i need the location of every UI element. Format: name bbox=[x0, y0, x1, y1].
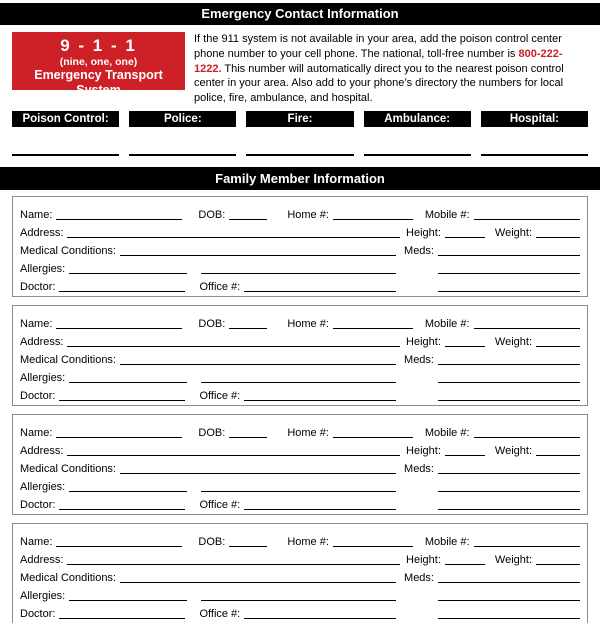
weight-input[interactable] bbox=[536, 564, 580, 565]
meds-input-continued[interactable] bbox=[438, 509, 580, 510]
medical-conditions-input[interactable] bbox=[120, 364, 396, 365]
member-row-3 bbox=[20, 567, 580, 585]
contact-input-ambulance[interactable] bbox=[364, 154, 471, 156]
member-row-3 bbox=[20, 240, 580, 258]
home-phone-input[interactable] bbox=[333, 328, 413, 329]
mobile-phone-label: Mobile #: bbox=[424, 427, 470, 439]
member-row-2 bbox=[20, 549, 580, 567]
contact-labels-row bbox=[12, 111, 588, 127]
dob-input[interactable] bbox=[229, 219, 267, 220]
medical-conditions-label: Medical Conditions: bbox=[20, 572, 116, 584]
address-input[interactable] bbox=[67, 346, 400, 347]
name-label: Name: bbox=[20, 427, 53, 439]
member-row-3 bbox=[20, 458, 580, 476]
contact-input-poison-control[interactable] bbox=[12, 154, 119, 156]
mobile-phone-input[interactable] bbox=[474, 546, 580, 547]
member-row-3 bbox=[20, 349, 580, 367]
address-label: Address: bbox=[20, 445, 64, 457]
meds-input-continued[interactable] bbox=[438, 382, 580, 383]
doctor-input[interactable] bbox=[59, 291, 185, 292]
family-member-block bbox=[12, 196, 588, 297]
doctor-input[interactable] bbox=[59, 400, 185, 401]
doctor-input[interactable] bbox=[59, 618, 185, 619]
meds-label: Meds: bbox=[404, 572, 434, 584]
member-row-4 bbox=[20, 585, 580, 603]
mobile-phone-input[interactable] bbox=[474, 328, 580, 329]
weight-input[interactable] bbox=[536, 237, 580, 238]
family-member-block bbox=[12, 305, 588, 406]
allergies-label: Allergies: bbox=[20, 590, 66, 602]
meds-input[interactable] bbox=[438, 255, 580, 256]
office-phone-label: Office #: bbox=[199, 390, 241, 402]
doctor-label: Doctor: bbox=[20, 390, 56, 402]
meds-input[interactable] bbox=[438, 473, 580, 474]
member-row-1 bbox=[20, 422, 580, 440]
dob-label: DOB: bbox=[198, 209, 226, 221]
allergies-input-continued[interactable] bbox=[201, 600, 396, 601]
name-label: Name: bbox=[20, 209, 53, 221]
height-input[interactable] bbox=[445, 455, 485, 456]
contact-label-police: Police: bbox=[129, 111, 236, 127]
height-label: Height: bbox=[406, 227, 441, 239]
medical-conditions-label: Medical Conditions: bbox=[20, 354, 116, 366]
allergies-label: Allergies: bbox=[20, 481, 66, 493]
member-row-2 bbox=[20, 440, 580, 458]
instructions-text-after: This number will automatically direct you to the nearest poison control center in your area. Also add to your phone’s directory the numbers for local police, fire, ambulance, and hospital. bbox=[194, 62, 564, 105]
office-phone-input[interactable] bbox=[244, 509, 396, 510]
meds-input-continued[interactable] bbox=[438, 618, 580, 619]
family-title: Family Member Information bbox=[215, 171, 385, 186]
address-input[interactable] bbox=[67, 564, 400, 565]
allergies-label: Allergies: bbox=[20, 372, 66, 384]
address-label: Address: bbox=[20, 336, 64, 348]
name-label: Name: bbox=[20, 536, 53, 548]
mobile-phone-input[interactable] bbox=[474, 437, 580, 438]
meds-input-continued[interactable] bbox=[438, 491, 580, 492]
weight-label: Weight: bbox=[494, 336, 532, 348]
allergies-input[interactable] bbox=[69, 600, 187, 601]
mobile-phone-input[interactable] bbox=[474, 219, 580, 220]
doctor-input[interactable] bbox=[59, 509, 185, 510]
instructions-text-before: If the 911 system is not available in your area, add the poison control center phone number to your cell phone. The national, toll-free number is bbox=[194, 33, 562, 60]
weight-label: Weight: bbox=[494, 554, 532, 566]
family-member-block bbox=[12, 523, 588, 623]
office-phone-label: Office #: bbox=[199, 281, 241, 293]
doctor-label: Doctor: bbox=[20, 281, 56, 293]
meds-label: Meds: bbox=[404, 463, 434, 475]
name-input[interactable] bbox=[56, 546, 182, 547]
page-title: Emergency Contact Information bbox=[201, 6, 399, 21]
name-input[interactable] bbox=[56, 328, 182, 329]
home-phone-label: Home #: bbox=[287, 209, 329, 221]
member-row-5 bbox=[20, 494, 580, 512]
dob-label: DOB: bbox=[198, 536, 226, 548]
meds-label: Meds: bbox=[404, 354, 434, 366]
emergency-number: 9 - 1 - 1 bbox=[60, 36, 137, 55]
allergies-input-continued[interactable] bbox=[201, 491, 396, 492]
family-members-list bbox=[0, 196, 600, 623]
member-row-2 bbox=[20, 331, 580, 349]
contact-input-police[interactable] bbox=[129, 154, 236, 156]
office-phone-label: Office #: bbox=[199, 499, 241, 511]
address-label: Address: bbox=[20, 227, 64, 239]
contact-label-ambulance: Ambulance: bbox=[364, 111, 471, 127]
office-phone-label: Office #: bbox=[199, 608, 241, 620]
home-phone-input[interactable] bbox=[333, 219, 413, 220]
weight-input[interactable] bbox=[536, 455, 580, 456]
allergies-input-continued[interactable] bbox=[201, 382, 396, 383]
home-phone-label: Home #: bbox=[287, 318, 329, 330]
emergency-911-box bbox=[12, 32, 185, 97]
member-row-5 bbox=[20, 276, 580, 294]
member-row-5 bbox=[20, 603, 580, 621]
dob-label: DOB: bbox=[198, 427, 226, 439]
dob-label: DOB: bbox=[198, 318, 226, 330]
meds-input-continued[interactable] bbox=[438, 600, 580, 601]
member-row-4 bbox=[20, 258, 580, 276]
meds-input-continued[interactable] bbox=[438, 291, 580, 292]
office-phone-input[interactable] bbox=[244, 400, 396, 401]
medical-conditions-label: Medical Conditions: bbox=[20, 245, 116, 257]
dob-input[interactable] bbox=[229, 546, 267, 547]
mobile-phone-label: Mobile #: bbox=[424, 209, 470, 221]
allergies-input-continued[interactable] bbox=[201, 273, 396, 274]
member-row-5 bbox=[20, 385, 580, 403]
medical-conditions-label: Medical Conditions: bbox=[20, 463, 116, 475]
member-row-4 bbox=[20, 367, 580, 385]
height-label: Height: bbox=[406, 336, 441, 348]
height-label: Height: bbox=[406, 554, 441, 566]
weight-input[interactable] bbox=[536, 346, 580, 347]
member-row-4 bbox=[20, 476, 580, 494]
member-row-1 bbox=[20, 531, 580, 549]
home-phone-label: Home #: bbox=[287, 427, 329, 439]
poison-control-phone-number: 800-222-1222. bbox=[194, 47, 563, 75]
address-input[interactable] bbox=[67, 455, 400, 456]
height-input[interactable] bbox=[445, 564, 485, 565]
contact-input-fire[interactable] bbox=[246, 154, 353, 156]
allergies-input[interactable] bbox=[69, 382, 187, 383]
weight-label: Weight: bbox=[494, 227, 532, 239]
office-phone-input[interactable] bbox=[244, 618, 396, 619]
height-input[interactable] bbox=[445, 237, 485, 238]
medical-conditions-input[interactable] bbox=[120, 582, 396, 583]
family-header-bar bbox=[0, 167, 600, 190]
member-row-1 bbox=[20, 313, 580, 331]
mobile-phone-label: Mobile #: bbox=[424, 536, 470, 548]
emergency-number-words: (nine, one, one) bbox=[59, 56, 138, 68]
allergies-label: Allergies: bbox=[20, 263, 66, 275]
address-input[interactable] bbox=[67, 237, 400, 238]
contact-inputs-row bbox=[12, 154, 588, 156]
member-row-2 bbox=[20, 222, 580, 240]
family-member-block bbox=[12, 414, 588, 515]
dob-input[interactable] bbox=[229, 328, 267, 329]
allergies-input[interactable] bbox=[69, 273, 187, 274]
meds-input[interactable] bbox=[438, 364, 580, 365]
height-label: Height: bbox=[406, 445, 441, 457]
meds-input-continued[interactable] bbox=[438, 400, 580, 401]
medical-conditions-input[interactable] bbox=[120, 255, 396, 256]
allergies-input[interactable] bbox=[69, 491, 187, 492]
contact-label-hospital: Hospital: bbox=[481, 111, 588, 127]
height-input[interactable] bbox=[445, 346, 485, 347]
meds-input[interactable] bbox=[438, 582, 580, 583]
weight-label: Weight: bbox=[494, 445, 532, 457]
member-row-1 bbox=[20, 204, 580, 222]
contact-input-hospital[interactable] bbox=[481, 154, 588, 156]
name-input[interactable] bbox=[56, 219, 182, 220]
office-phone-input[interactable] bbox=[244, 291, 396, 292]
page-header-bar bbox=[0, 3, 600, 25]
contact-label-poison-control: Poison Control: bbox=[12, 111, 119, 127]
home-phone-label: Home #: bbox=[287, 536, 329, 548]
name-label: Name: bbox=[20, 318, 53, 330]
meds-input-continued[interactable] bbox=[438, 273, 580, 274]
contact-label-fire: Fire: bbox=[246, 111, 353, 127]
meds-label: Meds: bbox=[404, 245, 434, 257]
doctor-label: Doctor: bbox=[20, 499, 56, 511]
instructions-paragraph bbox=[194, 32, 588, 106]
mobile-phone-label: Mobile #: bbox=[424, 318, 470, 330]
home-phone-input[interactable] bbox=[333, 546, 413, 547]
emergency-info-section bbox=[12, 32, 588, 106]
home-phone-input[interactable] bbox=[333, 437, 413, 438]
address-label: Address: bbox=[20, 554, 64, 566]
name-input[interactable] bbox=[56, 437, 182, 438]
medical-conditions-input[interactable] bbox=[120, 473, 396, 474]
doctor-label: Doctor: bbox=[20, 608, 56, 620]
emergency-system-label: Emergency Transport System bbox=[34, 68, 163, 97]
dob-input[interactable] bbox=[229, 437, 267, 438]
